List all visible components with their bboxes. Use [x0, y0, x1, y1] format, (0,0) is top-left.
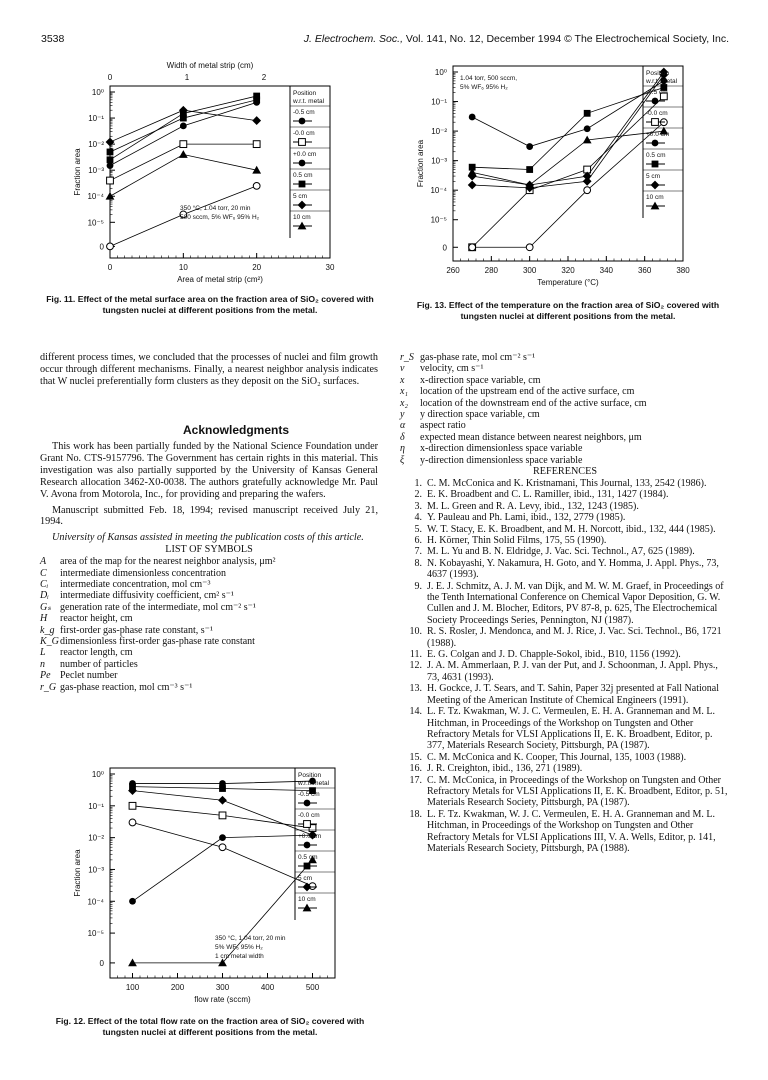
data-point: [652, 161, 659, 168]
conclusion-paragraph: different process times, we concluded that the processes of nuclei and film growth occur through different mechanisms. Finally, a nearest neighbor analysis indicates that W nuclei preferentially form clusters as they deposit on the SiO₂ surfaces.: [40, 352, 378, 387]
reference-text: J. R. Creighton, ibid., 136, 271 (1989).: [427, 763, 583, 775]
symbol-key: C: [40, 567, 47, 579]
series-baseline: [469, 119, 670, 251]
data-point: [584, 110, 591, 117]
x-tick-label: 500: [305, 983, 320, 992]
data-point: [180, 141, 187, 148]
symbol-definition: intermediate diffusivity coefficient, cm² s⁻¹: [60, 590, 234, 602]
figure-12: [40, 760, 380, 1012]
symbol-key: L: [40, 647, 46, 659]
y-axis-label: Fraction area: [416, 139, 425, 188]
legend-title: Position: [293, 90, 317, 97]
data-point: [584, 125, 591, 132]
chart-note: 350 °C, 1.04 torr, 20 min: [180, 205, 251, 212]
series-line: [110, 144, 257, 180]
symbol-definition: y direction space variable, cm: [420, 409, 540, 421]
symbol-key: v: [400, 363, 405, 375]
top-tick-label: 1: [184, 73, 190, 82]
data-point: [253, 96, 260, 103]
legend-label: 0.5 cm: [646, 152, 666, 159]
reference-text: M. L. Yu and B. N. Eldridge, J. Vac. Sci. Technol., A7, 625 (1989).: [427, 546, 695, 558]
symbol-key: y: [400, 409, 405, 421]
symbol-row: [40, 682, 378, 693]
chart-note: 1 cm metal width: [215, 953, 264, 960]
symbol-row: [400, 352, 730, 363]
x-tick-label: 300: [522, 266, 537, 275]
series--0.0 cm: [129, 802, 316, 831]
x-tick-label: 30: [325, 263, 335, 272]
legend-label: 10 cm: [293, 214, 311, 221]
symbol-definition: aspect ratio: [420, 420, 466, 432]
legend-label: 5 cm: [293, 193, 308, 200]
data-point: [304, 800, 311, 807]
reference-number: 8.: [414, 557, 422, 569]
data-point: [253, 141, 260, 148]
journal-name: J. Electrochem. Soc.,: [303, 33, 403, 45]
data-point: [526, 143, 533, 150]
data-point: [129, 802, 136, 809]
reference-number: 11.: [409, 649, 422, 661]
y-tick-label: 10⁻³: [431, 156, 447, 166]
reference-item: [400, 501, 730, 512]
data-point: [252, 116, 261, 125]
reference-item: [400, 626, 730, 649]
data-point: [129, 898, 136, 905]
data-point: [299, 139, 306, 146]
chart-note: 350 °C, 1.04 torr, 20 min: [215, 935, 286, 942]
y-tick-label: 10⁻³: [88, 166, 104, 176]
symbol-definition: number of particles: [60, 658, 138, 670]
y-tick-label: 10⁻¹: [88, 114, 104, 124]
reference-number: 5.: [414, 523, 422, 535]
legend: [643, 66, 683, 218]
data-point: [584, 187, 591, 194]
x-tick-label: 20: [252, 263, 262, 272]
symbol-key: Gₛ: [40, 601, 51, 613]
data-point: [180, 115, 187, 122]
data-point: [299, 181, 306, 188]
symbols-list-right: [400, 352, 730, 466]
symbol-row: [40, 659, 378, 670]
reference-item: [400, 809, 730, 855]
series-line: [472, 122, 664, 247]
reference-item: [400, 581, 730, 627]
reference-text: J. E. J. Schmitz, A. J. M. van Dijk, and M. W. M. Graef, in Proceedings of the Tenth International Conference on Chemical Vapor Deposition, G. W. Cullen and J. M. Blocher, Editors, PV 87-8, p. 625, The Electrochemical Society Proceedings Series, Pennington, NJ (1987).: [427, 580, 724, 626]
fig13-caption: Fig. 13. Effect of the temperature on the fraction area of SiO₂ covered with tungsten nuclei at different positions from the metal.: [416, 300, 720, 321]
x-tick-label: 320: [561, 266, 575, 275]
legend-label: 5 cm: [646, 173, 661, 180]
data-point: [469, 244, 476, 251]
reference-item: [400, 524, 730, 535]
reference-number: 9.: [414, 580, 422, 592]
chart-note: 5% WF₆ 95% H₂: [460, 84, 508, 91]
series-+0.0 cm: [129, 832, 316, 905]
y-tick-label: 10⁻²: [88, 833, 104, 843]
symbol-definition: intermediate dimensionless concentration: [60, 567, 227, 579]
symbol-key: x₁: [400, 386, 408, 398]
y-tick-label: 10⁻²: [431, 127, 447, 137]
x-tick-label: 400: [260, 983, 275, 992]
symbol-definition: expected mean distance between nearest neighbors, μm: [420, 431, 642, 443]
legend-title: w.r.t. metal: [293, 98, 325, 105]
reference-item: [400, 752, 730, 763]
symbol-definition: Peclet number: [60, 670, 118, 682]
reference-text: E. K. Broadbent and C. L. Ramiller, ibid., 131, 1427 (1984).: [427, 489, 669, 501]
legend-label: 10 cm: [646, 194, 664, 201]
reference-number: 4.: [414, 512, 422, 524]
symbol-row: [400, 432, 730, 443]
reference-item: [400, 706, 730, 752]
x-tick-label: 0: [107, 263, 113, 272]
data-point: [652, 140, 659, 147]
symbol-row: [40, 568, 378, 579]
legend-label: 5 cm: [298, 875, 313, 882]
data-point: [128, 959, 137, 967]
symbol-row: [400, 455, 730, 466]
references-title: REFERENCES: [533, 466, 597, 478]
data-point: [299, 160, 306, 167]
data-point: [253, 182, 260, 189]
legend-label: -0.5 cm: [293, 109, 315, 116]
symbol-definition: intermediate concentration, mol cm⁻³: [60, 578, 211, 590]
reference-text: W. T. Stacy, E. K. Broadbent, and M. H. Norcott, ibid., 132, 444 (1985).: [427, 523, 716, 535]
x-tick-label: 360: [637, 266, 652, 275]
symbols-list-left: [40, 556, 378, 693]
data-point: [304, 821, 311, 828]
series-line: [110, 154, 257, 196]
symbol-row: [40, 602, 378, 613]
legend-label: +0.0 cm: [646, 131, 670, 138]
reference-number: 14.: [409, 706, 422, 718]
left-column-lower: [40, 441, 378, 693]
reference-item: [400, 535, 730, 546]
reference-number: 10.: [409, 626, 422, 638]
reference-text: C. M. McConica and K. Cooper, This Journal, 135, 1003 (1988).: [427, 751, 687, 763]
publication-costs: University of Kansas assisted in meeting the publication costs of this article.: [52, 532, 364, 544]
symbol-key: Pe: [40, 670, 51, 682]
reference-item: [400, 558, 730, 581]
symbol-row: [40, 636, 378, 647]
y-tick-label: 10⁻⁴: [430, 186, 447, 196]
symbol-key: η: [400, 443, 405, 455]
data-point: [219, 844, 226, 851]
page-number: 3538: [41, 33, 65, 45]
legend-label: -0.0 cm: [293, 130, 315, 137]
reference-number: 1.: [414, 477, 422, 489]
symbol-key: H: [40, 613, 48, 625]
data-point: [107, 156, 114, 163]
reference-text: E. G. Colgan and J. D. Chapple-Sokol, ibid., B10, 1156 (1992).: [427, 649, 681, 661]
symbol-key: α: [400, 420, 406, 432]
symbol-key: Cᵢ: [40, 578, 49, 590]
reference-number: 2.: [414, 489, 422, 501]
reference-text: C. M. McConica, in Proceedings of the Workshop on Tungsten and Other Refractory Metals for VLSI Applications II, E. K. Broadbent, Editor, p. 51, Materials Research Society, Pittsburgh, PA (1987).: [427, 774, 728, 809]
symbol-key: x: [400, 374, 405, 386]
reference-number: 16.: [409, 763, 422, 775]
reference-text: M. L. Green and R. A. Levy, ibid., 132, 1243 (1985).: [427, 500, 639, 512]
reference-number: 17.: [409, 774, 422, 786]
y-tick-label: 10⁻¹: [88, 801, 104, 811]
symbol-definition: x-direction dimensionless space variable: [420, 443, 583, 455]
x-axis-label: Area of metal strip (cm²): [177, 275, 263, 284]
data-point: [106, 138, 115, 147]
data-point: [299, 118, 306, 125]
symbol-definition: y-direction dimensionless space variable: [420, 454, 583, 466]
legend-label: -0.0 cm: [646, 110, 668, 117]
symbol-key: K_G: [40, 636, 59, 647]
data-point: [526, 166, 533, 173]
series--0.0 cm: [469, 93, 670, 251]
manuscript-dates: Manuscript submitted Feb. 18, 1994; revised manuscript received July 21, 1994.: [40, 504, 378, 528]
reference-text: H. Gockce, J. T. Sears, and T. Sahin, Paper 32j presented at Fall National Meeting of the American Institute of Chemical Engineers (1991).: [427, 683, 719, 706]
symbol-key: r_S: [400, 352, 414, 363]
symbol-definition: area of the map for the nearest neighbor analysis, μm²: [60, 556, 276, 568]
top-tick-label: 2: [261, 73, 267, 82]
symbol-row: [40, 647, 378, 658]
reference-item: [400, 546, 730, 557]
data-point: [468, 181, 477, 190]
y-tick-label: 10⁰: [91, 88, 104, 97]
page-header: [41, 33, 729, 49]
x-tick-label: 340: [599, 266, 614, 275]
fig13-chart: [398, 58, 738, 290]
data-point: [219, 834, 226, 841]
reference-text: C. M. McConica and K. Kristnamani, This Journal, 133, 2542 (1986).: [427, 477, 707, 489]
data-point: [107, 177, 114, 184]
reference-number: 7.: [414, 546, 422, 558]
symbol-key: n: [40, 658, 45, 670]
legend-label: -0.5 cm: [646, 89, 668, 96]
symbol-definition: reactor length, cm: [60, 647, 133, 659]
reference-text: H. Körner, Thin Solid Films, 175, 55 (1990).: [427, 535, 607, 546]
data-point: [651, 181, 660, 190]
chart-note: 5% WF₆ 95% H₂: [215, 944, 263, 951]
x-tick-label: 280: [484, 266, 499, 275]
symbol-definition: location of the downstream end of the active surface, cm: [420, 397, 647, 409]
symbol-definition: first-order gas-phase rate constant, s⁻¹: [60, 624, 213, 636]
y-tick-label: 10⁰: [91, 770, 104, 779]
data-point: [129, 819, 136, 826]
reference-item: [400, 775, 730, 809]
symbol-definition: x-direction space variable, cm: [420, 374, 541, 386]
symbol-row: [40, 613, 378, 624]
legend-title: w.r.t. metal: [298, 780, 330, 787]
y-tick-label: 10⁰: [434, 68, 447, 77]
symbol-row: [400, 409, 730, 420]
data-point: [107, 243, 114, 250]
y-tick-label: 10⁻³: [88, 865, 104, 875]
symbol-key: r_G: [40, 681, 57, 693]
y-tick-label: 10⁻⁴: [87, 897, 104, 907]
symbol-row: [400, 375, 730, 386]
x-tick-label: 200: [170, 983, 185, 992]
symbol-definition: dimensionless first-order gas-phase rate constant: [60, 636, 255, 647]
legend-label: +0.0 cm: [293, 151, 317, 158]
y-tick-label: 10⁻⁴: [87, 192, 104, 202]
fig11-caption: Fig. 11. Effect of the metal surface area on the fraction area of SiO₂ covered with tungsten nuclei at different positions from the metal.: [46, 294, 374, 315]
data-point: [652, 98, 659, 105]
legend: [295, 768, 335, 920]
data-point: [107, 162, 114, 169]
journal-citation: [304, 33, 729, 45]
legend-title: Position: [298, 772, 322, 779]
x-axis-label: flow rate (sccm): [194, 995, 251, 1004]
series-line: [472, 87, 664, 169]
symbol-row: [400, 420, 730, 431]
symbol-definition: location of the upstream end of the active surface, cm: [420, 386, 635, 398]
data-point: [180, 123, 187, 130]
legend-title: Position: [646, 70, 670, 77]
reference-item: [400, 763, 730, 774]
data-point: [652, 119, 659, 126]
symbol-definition: generation rate of the intermediate, mol cm⁻² s⁻¹: [60, 601, 256, 613]
series-10 cm: [106, 150, 261, 200]
right-column: [400, 352, 730, 854]
y-tick-label: 10⁻⁵: [430, 215, 447, 225]
references-list: [400, 478, 730, 854]
legend-label: -0.5 cm: [298, 791, 320, 798]
symbol-row: [40, 625, 378, 636]
figure-11: [40, 58, 380, 290]
legend-label: -0.0 cm: [298, 812, 320, 819]
x-tick-label: 380: [676, 266, 690, 275]
symbols-title: LIST OF SYMBOLS: [165, 544, 253, 556]
figure-13: [398, 58, 738, 290]
fig11-chart: [40, 58, 380, 290]
symbol-key: δ: [400, 431, 405, 443]
x-tick-label: 300: [215, 983, 230, 992]
reference-number: 6.: [414, 535, 422, 546]
data-point: [526, 244, 533, 251]
symbol-row: [400, 398, 730, 409]
y-tick-label: 10⁻²: [88, 140, 104, 150]
data-point: [107, 149, 114, 156]
symbol-definition: gas-phase rate, mol cm⁻² s⁻¹: [420, 352, 536, 363]
reference-text: N. Kobayashi, Y. Nakamura, H. Goto, and Y. Homma, J. Appl. Phys., 73, 4637 (1993).: [427, 557, 719, 581]
reference-item: [400, 512, 730, 523]
reference-text: L. F. Tz. Kwakman, W. J. C. Vermeulen, E. H. A. Granneman and M. L. Hitchman, in Proceedings of the Workshop on Tungsten and Other Refractory Metals for VLSI Applications III, V. A. Wells, Editor, p. 141, Materials Research Society, Pittsburgh, PA (1988).: [427, 808, 716, 854]
x-tick-label: 100: [125, 983, 140, 992]
left-column: [40, 352, 378, 388]
legend-label: 10 cm: [298, 896, 316, 903]
legend-title: w.r.t. metal: [646, 78, 678, 85]
reference-item: [400, 649, 730, 660]
legend-label: 0.5 cm: [293, 172, 313, 179]
y-axis-label: Fraction area: [73, 148, 82, 196]
y-tick-label: 0: [99, 242, 104, 252]
data-point: [304, 842, 311, 849]
data-point: [218, 796, 227, 805]
data-point: [469, 114, 476, 121]
symbol-row: [40, 670, 378, 681]
chart-note: 500 sccm, 5% WF₆ 95% H₂: [180, 214, 260, 221]
symbol-key: A: [40, 556, 47, 568]
reference-item: [400, 660, 730, 683]
reference-item: [400, 489, 730, 500]
symbol-key: x₂: [400, 397, 408, 409]
reference-item: [400, 478, 730, 489]
reference-number: 15.: [409, 751, 422, 763]
symbol-row: [40, 590, 378, 601]
y-tick-label: 10⁻⁵: [87, 218, 104, 228]
acknowledgments-heading: Acknowledgments: [183, 423, 290, 437]
y-axis-label: Fraction area: [73, 849, 82, 897]
legend-label: 0.5 cm: [298, 854, 318, 861]
x-tick-label: 10: [178, 263, 188, 272]
top-tick-label: 0: [107, 73, 113, 82]
reference-text: R. S. Rosler, J. Mendonca, and M. J. Rice, J. Vac. Sci. Technol., B6, 1721 (1988).: [427, 626, 722, 649]
y-tick-label: 10⁻¹: [431, 97, 447, 107]
top-axis-label: Width of metal strip (cm): [166, 61, 254, 70]
fig12-caption: Fig. 12. Effect of the total flow rate on the fraction area of SiO₂ covered with tungsten nuclei at different positions from the metal.: [55, 1016, 365, 1037]
fig12-chart: [40, 760, 380, 1012]
data-point: [179, 150, 188, 158]
symbol-row: [40, 556, 378, 567]
x-tick-label: 260: [446, 266, 460, 275]
data-point: [298, 201, 307, 210]
reference-text: Y. Pauleau and Ph. Lami, ibid., 132, 2779 (1985).: [427, 512, 626, 524]
y-tick-label: 0: [442, 243, 447, 253]
symbol-definition: velocity, cm s⁻¹: [420, 363, 484, 375]
series-line: [133, 822, 313, 886]
reference-number: 3.: [414, 500, 422, 512]
legend-label: +0.0 cm: [298, 833, 322, 840]
reference-number: 13.: [409, 683, 422, 695]
y-tick-label: 0: [99, 958, 104, 968]
reference-item: [400, 683, 730, 706]
symbol-key: Dᵢ: [40, 590, 49, 602]
symbol-row: [40, 579, 378, 590]
symbol-definition: gas-phase reaction, mol cm⁻³ s⁻¹: [60, 681, 193, 693]
data-point: [469, 164, 476, 171]
series-line: [472, 96, 664, 247]
symbol-key: ξ: [400, 454, 405, 466]
symbol-row: [400, 443, 730, 454]
data-point: [219, 812, 226, 819]
chart-note: 1.04 torr, 500 sccm,: [460, 75, 518, 82]
x-axis-label: Temperature (°C): [537, 278, 599, 287]
data-point: [304, 863, 311, 870]
series-baseline: [129, 819, 316, 889]
reference-text: J. A. M. Ammerlaan, P. J. van der Put, and J. Schoonman, J. Appl. Phys., 73, 4631 (1993).: [427, 660, 718, 683]
acknowledgments-paragraph: This work has been partially funded by the National Science Foundation under Grant No. CTS-9157796. The Government has certain rights in this material. This investigation was also partially supported by the University of Kansas General Research allocation 3462-X0-0038. The authors gratefully acknowledge Mr. Paul V. Avona from Motorola, Inc., for providing and preparing the wafers.: [40, 441, 378, 500]
symbol-definition: reactor height, cm: [60, 613, 133, 625]
series-line: [472, 131, 664, 185]
symbol-row: [400, 363, 730, 374]
journal-details: Vol. 141, No. 12, December 1994 © The Electrochemical Society, Inc.: [402, 33, 729, 45]
symbol-key: k_g: [40, 624, 55, 636]
legend: [290, 86, 330, 238]
data-point: [219, 785, 226, 792]
y-tick-label: 10⁻⁵: [87, 929, 104, 939]
reference-text: L. F. Tz. Kwakman, W. J. C. Vermeulen, E. H. A. Granneman and M. L. Hitchman, in Proceedings of the Workshop on Tungsten and Other Refractory Metals for VLSI Applications II, E. K. Broadbent, Editor, p. 377, Materials Research Society, Pittsburgh, PA (1987).: [427, 706, 715, 752]
reference-number: 18.: [409, 808, 422, 820]
symbol-row: [400, 386, 730, 397]
reference-number: 12.: [409, 660, 422, 672]
